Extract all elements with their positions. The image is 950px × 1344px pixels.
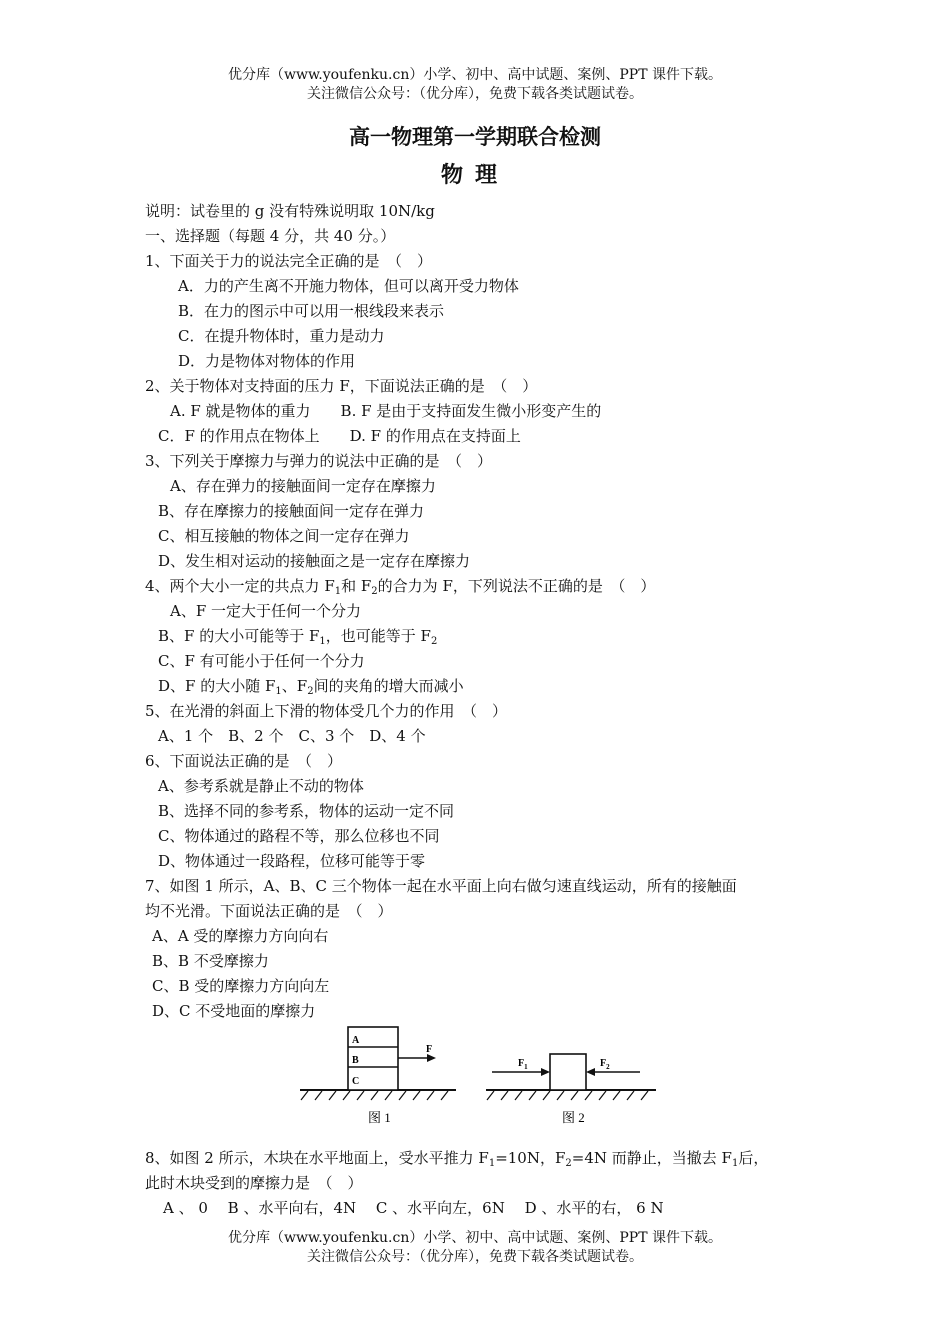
figure-2-caption: 图 2 [562, 1110, 585, 1125]
q7-option-a: A、A 受的摩擦力方向向右 [152, 927, 329, 945]
q5-stem: 5、在光滑的斜面上下滑的物体受几个力的作用 （ ） [145, 702, 508, 720]
q2-options-ab: A. F 就是物体的重力 B. F 是由于支持面发生微小形变产生的 [170, 402, 602, 420]
block-b-label: B [352, 1055, 359, 1066]
q1-option-b: B．在力的图示中可以用一根线段来表示 [178, 302, 445, 320]
force-f2-arrow-head [586, 1068, 595, 1076]
figures [296, 1020, 660, 1132]
q6-option-c: C、物体通过的路程不等，那么位移也不同 [158, 827, 440, 845]
q6-option-a: A、参考系就是静止不动的物体 [158, 777, 364, 795]
q7-option-c: C、B 受的摩擦力方向向左 [152, 977, 330, 995]
force-f1-label: $F_1$ [518, 1058, 528, 1071]
figure-1 [300, 1027, 456, 1125]
q3-option-c: C、相互接触的物体之间一定存在弹力 [158, 527, 410, 545]
exam-title: 高一物理第一学期联合检测 [349, 124, 601, 149]
force-f1-arrow-head [541, 1068, 550, 1076]
q4-option-c: C、F 有可能小于任何一个分力 [158, 652, 365, 670]
q3-option-b: B、存在摩擦力的接触面间一定存在弹力 [158, 502, 425, 520]
footer-line-1: 优分库（www.youfenku.cn）小学、初中、高中试题、案例、PPT 课件下载。 [227, 1230, 722, 1246]
q3-option-d: D、发生相对运动的接触面之是一定存在摩擦力 [158, 552, 471, 570]
block-c-label: C [352, 1076, 360, 1087]
q3-stem: 3、下列关于摩擦力与弹力的说法中正确的是 （ ） [145, 452, 493, 470]
q7-option-d: D、C 不受地面的摩擦力 [152, 1002, 316, 1020]
q4-option-a: A、F 一定大于任何一个分力 [170, 602, 362, 620]
q8-stem-line-2: 此时木块受到的摩擦力是 （ ） [145, 1174, 363, 1192]
q1-option-d: D．力是物体对物体的作用 [178, 352, 356, 370]
q7-stem-line-1: 7、如图 1 所示，A、B、C 三个物体一起在水平面上向右做匀速直线运动，所有的接触面 [145, 877, 737, 895]
q3-option-a: A、存在弹力的接触面间一定存在摩擦力 [170, 477, 436, 495]
q1-option-a: A．力的产生离不开施力物体，但可以离开受力物体 [178, 277, 519, 295]
q7-option-b: B、B 不受摩擦力 [152, 952, 269, 970]
header-line-2: 关注微信公众号：（优分库），免费下载各类试题试卷。 [307, 86, 643, 102]
figure-2 [486, 1054, 656, 1125]
exam-note: 说明：试卷里的 g 没有特殊说明取 10N/kg [145, 202, 435, 220]
ground-hatching [487, 1091, 648, 1100]
block-a-label: A [352, 1035, 360, 1046]
q6-option-d: D、物体通过一段路程，位移可能等于零 [158, 852, 426, 870]
figure-1-caption: 图 1 [368, 1110, 391, 1125]
q1-option-c: C．在提升物体时，重力是动力 [178, 327, 385, 345]
force-f2-label: $F_2$ [600, 1058, 610, 1071]
q2-options-cd: C．F 的作用点在物体上 D. F 的作用点在支持面上 [158, 427, 521, 445]
page-header [0, 66, 950, 104]
force-arrow-head [427, 1054, 436, 1062]
q2-stem: 2、关于物体对支持面的压力 F，下面说法正确的是 （ ） [145, 377, 538, 395]
header-line-1: 优分库（www.youfenku.cn）小学、初中、高中试题、案例、PPT 课件下载。 [227, 67, 722, 83]
footer-line-2: 关注微信公众号：（优分库），免费下载各类试题试卷。 [307, 1249, 643, 1265]
q1-stem: 1、下面关于力的说法完全正确的是 （ ） [145, 252, 433, 270]
q7-stem-line-2: 均不光滑。下面说法正确的是 （ ） [145, 902, 393, 920]
q8-stem-line-1: 8、如图 2 所示，木块在水平地面上，受水平推力 $F_1=10N$，$F_2=4N$ 而静止，当撤去 $F_1$后， [145, 1149, 769, 1169]
section-heading: 一、选择题（每题 4 分，共 40 分。） [145, 227, 396, 245]
wooden-block [550, 1054, 586, 1090]
q4-stem: 4、两个大小一定的共点力 $F_1$和 $F_2$的合力为 F，下列说法不正确的是 （ ） [145, 577, 656, 597]
ground-hatching [301, 1091, 448, 1100]
exam-subject: 物理 [440, 162, 509, 188]
force-label: F [426, 1044, 433, 1055]
q6-stem: 6、下面说法正确的是 （ ） [145, 752, 343, 770]
page-footer [0, 1229, 950, 1267]
q8-options: A 、 0 B 、水平向右，4N C 、水平向左，6N D 、水平的右， 6 N [163, 1199, 664, 1217]
q4-option-d: D、F 的大小随 $F_1$、$F_2$间的夹角的增大而减小 [158, 677, 464, 697]
q4-option-b: B、F 的大小可能等于 $F_1$，也可能等于 $F_2$ [158, 627, 438, 647]
q6-option-b: B、选择不同的参考系，物体的运动一定不同 [158, 802, 455, 820]
q5-options: A、1 个 B、2 个 C、3 个 D、4 个 [158, 727, 426, 745]
